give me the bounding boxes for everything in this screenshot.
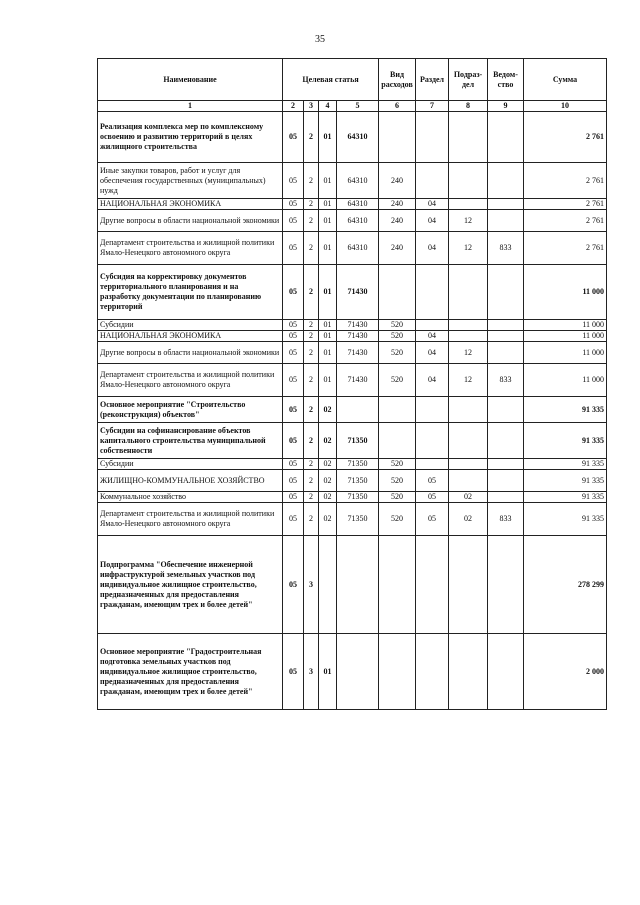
- column-number: 7: [416, 101, 449, 112]
- row-name: Департамент строительства и жилищной политики Ямало-Ненецкого автономного округа: [98, 364, 283, 397]
- table-row: [98, 210, 607, 232]
- row-direction-code: 64310: [337, 163, 379, 199]
- row-vedomstvo: [488, 331, 524, 342]
- row-name: Подпрограмма "Обеспечение инженерной инфраструктурой земельных участков под индивидуальное жилищное строительство, предназначенных для предоставления гражданам, имеющим трех и более детей": [98, 536, 283, 634]
- row-program-code: 05: [283, 470, 304, 492]
- row-direction-code: 71430: [337, 265, 379, 320]
- row-vedomstvo: 833: [488, 232, 524, 265]
- row-razdel: 04: [416, 342, 449, 364]
- row-event-code: 02: [319, 459, 337, 470]
- row-vedomstvo: [488, 342, 524, 364]
- row-vedomstvo: [488, 210, 524, 232]
- row-direction-code: 71430: [337, 342, 379, 364]
- row-program-code: 05: [283, 459, 304, 470]
- row-vedomstvo: [488, 634, 524, 710]
- row-podrazdel: [449, 320, 488, 331]
- row-direction-code: 71430: [337, 320, 379, 331]
- table-row: [98, 470, 607, 492]
- page-number: 35: [315, 34, 325, 45]
- row-event-code: 02: [319, 397, 337, 423]
- row-subprogram-code: 2: [304, 320, 319, 331]
- table-header-row: [98, 59, 607, 101]
- row-podrazdel: [449, 397, 488, 423]
- row-razdel: [416, 163, 449, 199]
- row-razdel: [416, 459, 449, 470]
- row-vid: 520: [379, 492, 416, 503]
- row-summa: 91 335: [524, 423, 607, 459]
- row-program-code: 05: [283, 397, 304, 423]
- row-direction-code: 71430: [337, 331, 379, 342]
- table-row: [98, 265, 607, 320]
- row-name: Департамент строительства и жилищной политики Ямало-Ненецкого автономного округа: [98, 232, 283, 265]
- row-summa: 2 761: [524, 112, 607, 163]
- row-direction-code: 64310: [337, 199, 379, 210]
- header-vedomstvo: Ведом-ство: [488, 59, 524, 101]
- row-name: НАЦИОНАЛЬНАЯ ЭКОНОМИКА: [98, 331, 283, 342]
- column-number: 9: [488, 101, 524, 112]
- row-podrazdel: 12: [449, 232, 488, 265]
- row-summa: 91 335: [524, 503, 607, 536]
- row-vid: 520: [379, 320, 416, 331]
- row-subprogram-code: 2: [304, 112, 319, 163]
- row-name: Другие вопросы в области национальной экономики: [98, 210, 283, 232]
- row-vedomstvo: [488, 112, 524, 163]
- row-razdel: [416, 265, 449, 320]
- row-name: Основное мероприятие "Градостроительная подготовка земельных участков под индивидуальное жилищное строительство, предназначенных для предоставления гражданам, имеющим трех и более детей": [98, 634, 283, 710]
- row-event-code: 01: [319, 163, 337, 199]
- column-number: 1: [98, 101, 283, 112]
- table-row: [98, 503, 607, 536]
- row-direction-code: [337, 536, 379, 634]
- row-subprogram-code: 2: [304, 423, 319, 459]
- row-name: Субсидии: [98, 459, 283, 470]
- table-row: [98, 492, 607, 503]
- row-vedomstvo: [488, 459, 524, 470]
- row-razdel: 04: [416, 210, 449, 232]
- table-row: [98, 320, 607, 331]
- row-vid: [379, 397, 416, 423]
- row-subprogram-code: 2: [304, 342, 319, 364]
- row-razdel: [416, 320, 449, 331]
- row-vedomstvo: [488, 163, 524, 199]
- row-event-code: 01: [319, 320, 337, 331]
- row-subprogram-code: 2: [304, 492, 319, 503]
- row-summa: 11 000: [524, 364, 607, 397]
- table-body: [98, 112, 607, 710]
- row-razdel: 05: [416, 492, 449, 503]
- row-razdel: [416, 634, 449, 710]
- row-podrazdel: [449, 536, 488, 634]
- row-razdel: 04: [416, 232, 449, 265]
- row-program-code: 05: [283, 320, 304, 331]
- row-subprogram-code: 2: [304, 397, 319, 423]
- row-event-code: [319, 536, 337, 634]
- row-vid: [379, 634, 416, 710]
- row-name: Субсидия на корректировку документов территориального планирования и на разработку документации по планированию территорий: [98, 265, 283, 320]
- row-podrazdel: [449, 470, 488, 492]
- row-name: Другие вопросы в области национальной экономики: [98, 342, 283, 364]
- row-event-code: 01: [319, 112, 337, 163]
- row-vedomstvo: [488, 265, 524, 320]
- row-subprogram-code: 2: [304, 470, 319, 492]
- row-name: НАЦИОНАЛЬНАЯ ЭКОНОМИКА: [98, 199, 283, 210]
- header-summa: Сумма: [524, 59, 607, 101]
- table-row: [98, 634, 607, 710]
- row-program-code: 05: [283, 331, 304, 342]
- row-vid: 240: [379, 199, 416, 210]
- header-vid: Вид расходов: [379, 59, 416, 101]
- row-program-code: 05: [283, 112, 304, 163]
- row-name: Субсидии на софинансирование объектов капитального строительства муниципальной собственности: [98, 423, 283, 459]
- header-target: Целевая статья: [283, 59, 379, 101]
- row-direction-code: 71430: [337, 364, 379, 397]
- row-summa: 11 000: [524, 320, 607, 331]
- row-vid: [379, 112, 416, 163]
- row-direction-code: 71350: [337, 503, 379, 536]
- row-vid: 520: [379, 342, 416, 364]
- row-program-code: 05: [283, 232, 304, 265]
- row-podrazdel: 02: [449, 503, 488, 536]
- row-event-code: 01: [319, 364, 337, 397]
- row-podrazdel: [449, 423, 488, 459]
- row-summa: 2 761: [524, 232, 607, 265]
- table-row: [98, 163, 607, 199]
- row-event-code: 01: [319, 232, 337, 265]
- row-subprogram-code: 3: [304, 536, 319, 634]
- row-event-code: 01: [319, 265, 337, 320]
- row-vid: [379, 536, 416, 634]
- row-podrazdel: [449, 459, 488, 470]
- row-direction-code: 64310: [337, 112, 379, 163]
- row-name: Основное мероприятие "Строительство (реконструкция) объектов": [98, 397, 283, 423]
- row-direction-code: 64310: [337, 232, 379, 265]
- table-row: [98, 112, 607, 163]
- row-subprogram-code: 2: [304, 459, 319, 470]
- table-row: [98, 459, 607, 470]
- table-row: [98, 232, 607, 265]
- row-podrazdel: [449, 265, 488, 320]
- row-razdel: [416, 536, 449, 634]
- table-row: [98, 342, 607, 364]
- row-subprogram-code: 2: [304, 163, 319, 199]
- row-summa: 91 335: [524, 470, 607, 492]
- row-razdel: 05: [416, 503, 449, 536]
- row-summa: 278 299: [524, 536, 607, 634]
- row-razdel: 04: [416, 331, 449, 342]
- row-subprogram-code: 2: [304, 265, 319, 320]
- row-vid: 240: [379, 232, 416, 265]
- column-number: 3: [304, 101, 319, 112]
- row-subprogram-code: 2: [304, 364, 319, 397]
- row-vedomstvo: 833: [488, 364, 524, 397]
- row-event-code: 02: [319, 423, 337, 459]
- header-razdel: Раздел: [416, 59, 449, 101]
- table-row: [98, 423, 607, 459]
- row-program-code: 05: [283, 342, 304, 364]
- column-number: 2: [283, 101, 304, 112]
- row-podrazdel: 02: [449, 492, 488, 503]
- header-podrazdel: Подраз-дел: [449, 59, 488, 101]
- row-podrazdel: [449, 163, 488, 199]
- column-number: 4: [319, 101, 337, 112]
- row-vid: 520: [379, 364, 416, 397]
- row-vid: 520: [379, 331, 416, 342]
- row-summa: 2 000: [524, 634, 607, 710]
- row-name: ЖИЛИЩНО-КОММУНАЛЬНОЕ ХОЗЯЙСТВО: [98, 470, 283, 492]
- table-row: [98, 536, 607, 634]
- row-razdel: [416, 397, 449, 423]
- row-vedomstvo: [488, 199, 524, 210]
- row-program-code: 05: [283, 423, 304, 459]
- row-razdel: [416, 112, 449, 163]
- row-program-code: 05: [283, 163, 304, 199]
- row-summa: 11 000: [524, 265, 607, 320]
- row-razdel: 04: [416, 199, 449, 210]
- column-number: 5: [337, 101, 379, 112]
- row-direction-code: 71350: [337, 470, 379, 492]
- row-event-code: 01: [319, 331, 337, 342]
- row-name: Субсидии: [98, 320, 283, 331]
- row-program-code: 05: [283, 210, 304, 232]
- row-summa: 11 000: [524, 331, 607, 342]
- row-vedomstvo: [488, 397, 524, 423]
- column-number-row: [98, 101, 607, 112]
- row-event-code: 01: [319, 342, 337, 364]
- row-subprogram-code: 3: [304, 634, 319, 710]
- row-vedomstvo: [488, 423, 524, 459]
- row-program-code: 05: [283, 364, 304, 397]
- row-summa: 2 761: [524, 199, 607, 210]
- row-program-code: 05: [283, 634, 304, 710]
- table-row: [98, 331, 607, 342]
- row-podrazdel: [449, 112, 488, 163]
- row-direction-code: [337, 634, 379, 710]
- row-summa: 91 335: [524, 397, 607, 423]
- row-vid: [379, 423, 416, 459]
- row-program-code: 05: [283, 265, 304, 320]
- row-subprogram-code: 2: [304, 232, 319, 265]
- row-vedomstvo: [488, 536, 524, 634]
- row-event-code: 02: [319, 470, 337, 492]
- row-name: Реализация комплекса мер по комплексному освоению и развитию территорий в целях жилищного строительства: [98, 112, 283, 163]
- row-podrazdel: 12: [449, 364, 488, 397]
- row-event-code: 01: [319, 199, 337, 210]
- row-name: Департамент строительства и жилищной политики Ямало-Ненецкого автономного округа: [98, 503, 283, 536]
- budget-table: [97, 58, 607, 710]
- row-vid: 240: [379, 163, 416, 199]
- row-event-code: 01: [319, 210, 337, 232]
- row-summa: 91 335: [524, 459, 607, 470]
- row-event-code: 02: [319, 492, 337, 503]
- row-direction-code: [337, 397, 379, 423]
- row-razdel: [416, 423, 449, 459]
- row-podrazdel: 12: [449, 342, 488, 364]
- row-name: Коммунальное хозяйство: [98, 492, 283, 503]
- row-subprogram-code: 2: [304, 503, 319, 536]
- header-name: Наименование: [98, 59, 283, 101]
- row-direction-code: 64310: [337, 210, 379, 232]
- row-direction-code: 71350: [337, 492, 379, 503]
- row-event-code: 02: [319, 503, 337, 536]
- table-row: [98, 364, 607, 397]
- row-vedomstvo: 833: [488, 503, 524, 536]
- row-summa: 91 335: [524, 492, 607, 503]
- row-podrazdel: [449, 634, 488, 710]
- row-program-code: 05: [283, 199, 304, 210]
- row-program-code: 05: [283, 536, 304, 634]
- row-vedomstvo: [488, 320, 524, 331]
- row-podrazdel: 12: [449, 210, 488, 232]
- row-vid: 240: [379, 210, 416, 232]
- column-number: 6: [379, 101, 416, 112]
- row-program-code: 05: [283, 503, 304, 536]
- table-row: [98, 397, 607, 423]
- row-vid: 520: [379, 459, 416, 470]
- row-vedomstvo: [488, 470, 524, 492]
- row-summa: 2 761: [524, 210, 607, 232]
- row-podrazdel: [449, 199, 488, 210]
- row-vedomstvo: [488, 492, 524, 503]
- row-direction-code: 71350: [337, 459, 379, 470]
- row-subprogram-code: 2: [304, 331, 319, 342]
- row-vid: 520: [379, 503, 416, 536]
- row-subprogram-code: 2: [304, 199, 319, 210]
- row-event-code: 01: [319, 634, 337, 710]
- row-podrazdel: [449, 331, 488, 342]
- row-summa: 2 761: [524, 163, 607, 199]
- row-direction-code: 71350: [337, 423, 379, 459]
- row-vid: 520: [379, 470, 416, 492]
- column-number: 10: [524, 101, 607, 112]
- row-vid: [379, 265, 416, 320]
- table-row: [98, 199, 607, 210]
- column-number: 8: [449, 101, 488, 112]
- row-razdel: 04: [416, 364, 449, 397]
- row-subprogram-code: 2: [304, 210, 319, 232]
- row-summa: 11 000: [524, 342, 607, 364]
- row-name: Иные закупки товаров, работ и услуг для обеспечения государственных (муниципальных) нужд: [98, 163, 283, 199]
- row-razdel: 05: [416, 470, 449, 492]
- row-program-code: 05: [283, 492, 304, 503]
